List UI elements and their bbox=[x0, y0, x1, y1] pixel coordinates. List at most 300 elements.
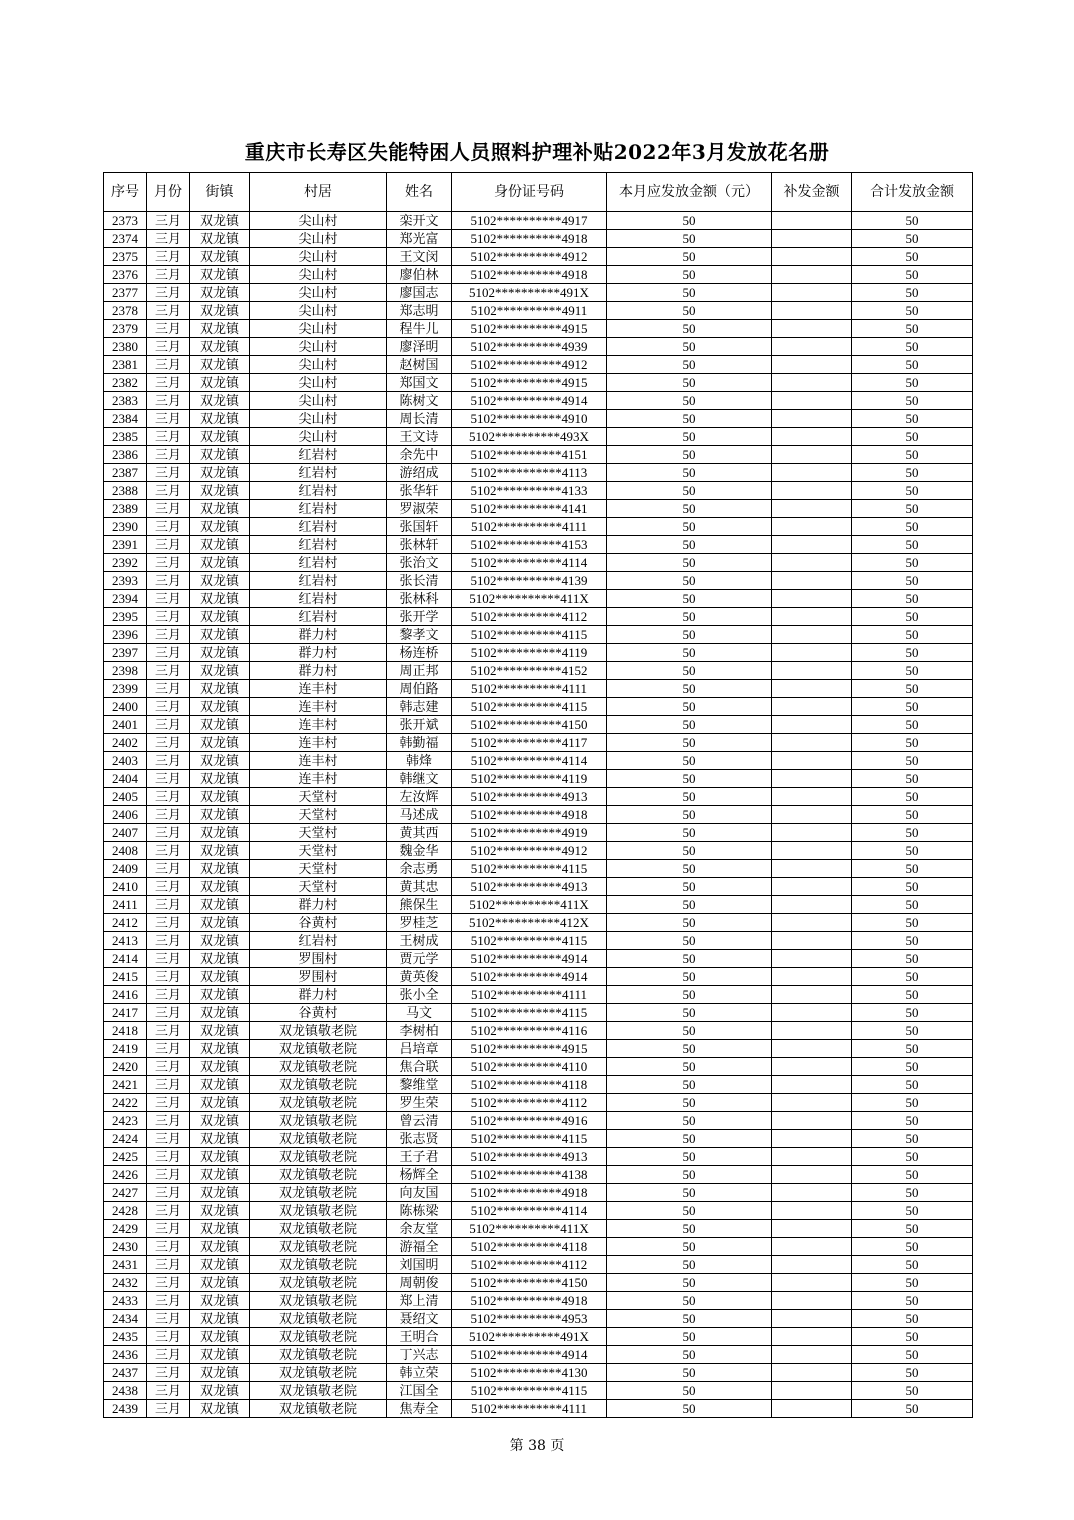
table-row bbox=[104, 1310, 973, 1328]
table-row bbox=[104, 482, 973, 500]
table-row bbox=[104, 788, 973, 806]
cell-name: 曾云清 bbox=[387, 1112, 452, 1130]
cell-village: 双龙镇敬老院 bbox=[250, 1220, 387, 1238]
cell-village: 尖山村 bbox=[250, 410, 387, 428]
cell-name: 张开斌 bbox=[387, 716, 452, 734]
table-row bbox=[104, 986, 973, 1004]
cell-back-pay bbox=[772, 734, 852, 752]
cell-id-number: 5102**********4912 bbox=[452, 842, 607, 860]
cell-village: 尖山村 bbox=[250, 230, 387, 248]
cell-id-number: 5102**********4912 bbox=[452, 248, 607, 266]
cell-village: 天堂村 bbox=[250, 842, 387, 860]
cell-back-pay bbox=[772, 1112, 852, 1130]
table-row bbox=[104, 770, 973, 788]
cell-id-number: 5102**********4916 bbox=[452, 1112, 607, 1130]
cell-name: 韩立荣 bbox=[387, 1364, 452, 1382]
cell-village: 尖山村 bbox=[250, 356, 387, 374]
cell-town: 双龙镇 bbox=[190, 500, 250, 518]
cell-town: 双龙镇 bbox=[190, 1040, 250, 1058]
cell-town: 双龙镇 bbox=[190, 986, 250, 1004]
cell-back-pay bbox=[772, 716, 852, 734]
table-row bbox=[104, 698, 973, 716]
cell-id-number: 5102**********4918 bbox=[452, 266, 607, 284]
table-row bbox=[104, 266, 973, 284]
cell-index: 2397 bbox=[104, 644, 147, 662]
cell-village: 双龙镇敬老院 bbox=[250, 1328, 387, 1346]
cell-name: 丁兴志 bbox=[387, 1346, 452, 1364]
cell-total-amount: 50 bbox=[852, 1166, 973, 1184]
cell-monthly-amount: 50 bbox=[607, 752, 772, 770]
cell-id-number: 5102**********4918 bbox=[452, 1184, 607, 1202]
table-row bbox=[104, 1382, 973, 1400]
table-row bbox=[104, 914, 973, 932]
table-row bbox=[104, 248, 973, 266]
cell-back-pay bbox=[772, 410, 852, 428]
cell-name: 熊保生 bbox=[387, 896, 452, 914]
cell-village: 天堂村 bbox=[250, 878, 387, 896]
cell-village: 群力村 bbox=[250, 626, 387, 644]
cell-village: 红岩村 bbox=[250, 590, 387, 608]
cell-month: 三月 bbox=[147, 518, 190, 536]
cell-index: 2387 bbox=[104, 464, 147, 482]
cell-name: 聂绍文 bbox=[387, 1310, 452, 1328]
cell-back-pay bbox=[772, 1328, 852, 1346]
cell-month: 三月 bbox=[147, 1238, 190, 1256]
cell-village: 双龙镇敬老院 bbox=[250, 1238, 387, 1256]
cell-village: 红岩村 bbox=[250, 464, 387, 482]
cell-back-pay bbox=[772, 644, 852, 662]
cell-month: 三月 bbox=[147, 410, 190, 428]
cell-name: 赵树国 bbox=[387, 356, 452, 374]
cell-village: 红岩村 bbox=[250, 536, 387, 554]
cell-back-pay bbox=[772, 1238, 852, 1256]
table-row bbox=[104, 356, 973, 374]
cell-month: 三月 bbox=[147, 482, 190, 500]
cell-back-pay bbox=[772, 1382, 852, 1400]
cell-total-amount: 50 bbox=[852, 1400, 973, 1418]
cell-back-pay bbox=[772, 1022, 852, 1040]
cell-total-amount: 50 bbox=[852, 842, 973, 860]
cell-month: 三月 bbox=[147, 1004, 190, 1022]
cell-village: 双龙镇敬老院 bbox=[250, 1184, 387, 1202]
cell-town: 双龙镇 bbox=[190, 626, 250, 644]
cell-town: 双龙镇 bbox=[190, 680, 250, 698]
table-row bbox=[104, 752, 973, 770]
cell-village: 双龙镇敬老院 bbox=[250, 1022, 387, 1040]
cell-month: 三月 bbox=[147, 1022, 190, 1040]
cell-village: 尖山村 bbox=[250, 392, 387, 410]
table-row bbox=[104, 590, 973, 608]
cell-town: 双龙镇 bbox=[190, 410, 250, 428]
table-row bbox=[104, 1112, 973, 1130]
cell-back-pay bbox=[772, 1094, 852, 1112]
cell-id-number: 5102**********4111 bbox=[452, 680, 607, 698]
cell-town: 双龙镇 bbox=[190, 788, 250, 806]
cell-back-pay bbox=[772, 1400, 852, 1418]
cell-town: 双龙镇 bbox=[190, 446, 250, 464]
cell-name: 罗桂芝 bbox=[387, 914, 452, 932]
table-row bbox=[104, 572, 973, 590]
cell-monthly-amount: 50 bbox=[607, 1238, 772, 1256]
cell-town: 双龙镇 bbox=[190, 1058, 250, 1076]
cell-id-number: 5102**********4113 bbox=[452, 464, 607, 482]
col-header-id-number: 身份证号码 bbox=[452, 173, 607, 212]
cell-index: 2393 bbox=[104, 572, 147, 590]
cell-total-amount: 50 bbox=[852, 770, 973, 788]
cell-id-number: 5102**********4112 bbox=[452, 1094, 607, 1112]
table-row bbox=[104, 464, 973, 482]
cell-town: 双龙镇 bbox=[190, 230, 250, 248]
table-row bbox=[104, 626, 973, 644]
cell-id-number: 5102**********4112 bbox=[452, 1256, 607, 1274]
cell-back-pay bbox=[772, 536, 852, 554]
table-row bbox=[104, 212, 973, 230]
cell-town: 双龙镇 bbox=[190, 1274, 250, 1292]
cell-name: 郑国文 bbox=[387, 374, 452, 392]
cell-index: 2373 bbox=[104, 212, 147, 230]
cell-town: 双龙镇 bbox=[190, 266, 250, 284]
cell-village: 群力村 bbox=[250, 644, 387, 662]
cell-index: 2425 bbox=[104, 1148, 147, 1166]
cell-month: 三月 bbox=[147, 1130, 190, 1148]
cell-month: 三月 bbox=[147, 824, 190, 842]
cell-monthly-amount: 50 bbox=[607, 1022, 772, 1040]
table-row bbox=[104, 410, 973, 428]
cell-total-amount: 50 bbox=[852, 1130, 973, 1148]
cell-index: 2379 bbox=[104, 320, 147, 338]
cell-name: 程牛儿 bbox=[387, 320, 452, 338]
cell-back-pay bbox=[772, 1148, 852, 1166]
cell-total-amount: 50 bbox=[852, 1328, 973, 1346]
cell-index: 2395 bbox=[104, 608, 147, 626]
table-row bbox=[104, 1184, 973, 1202]
cell-monthly-amount: 50 bbox=[607, 1004, 772, 1022]
cell-back-pay bbox=[772, 302, 852, 320]
cell-id-number: 5102**********4115 bbox=[452, 1130, 607, 1148]
cell-back-pay bbox=[772, 806, 852, 824]
cell-name: 张长清 bbox=[387, 572, 452, 590]
cell-index: 2439 bbox=[104, 1400, 147, 1418]
cell-index: 2378 bbox=[104, 302, 147, 320]
cell-village: 连丰村 bbox=[250, 734, 387, 752]
cell-monthly-amount: 50 bbox=[607, 644, 772, 662]
cell-index: 2437 bbox=[104, 1364, 147, 1382]
col-header-total-amount: 合计发放金额 bbox=[852, 173, 973, 212]
cell-town: 双龙镇 bbox=[190, 860, 250, 878]
cell-index: 2376 bbox=[104, 266, 147, 284]
cell-month: 三月 bbox=[147, 1364, 190, 1382]
cell-town: 双龙镇 bbox=[190, 644, 250, 662]
cell-month: 三月 bbox=[147, 842, 190, 860]
cell-monthly-amount: 50 bbox=[607, 1364, 772, 1382]
cell-index: 2422 bbox=[104, 1094, 147, 1112]
cell-id-number: 5102**********4111 bbox=[452, 986, 607, 1004]
cell-monthly-amount: 50 bbox=[607, 266, 772, 284]
cell-back-pay bbox=[772, 1004, 852, 1022]
cell-monthly-amount: 50 bbox=[607, 680, 772, 698]
roster-table bbox=[103, 172, 973, 1418]
cell-total-amount: 50 bbox=[852, 212, 973, 230]
cell-total-amount: 50 bbox=[852, 590, 973, 608]
cell-id-number: 5102**********4115 bbox=[452, 1004, 607, 1022]
cell-id-number: 5102**********4913 bbox=[452, 788, 607, 806]
cell-index: 2386 bbox=[104, 446, 147, 464]
cell-back-pay bbox=[772, 878, 852, 896]
cell-total-amount: 50 bbox=[852, 878, 973, 896]
cell-index: 2394 bbox=[104, 590, 147, 608]
cell-month: 三月 bbox=[147, 248, 190, 266]
cell-town: 双龙镇 bbox=[190, 1292, 250, 1310]
cell-total-amount: 50 bbox=[852, 284, 973, 302]
cell-month: 三月 bbox=[147, 950, 190, 968]
table-row bbox=[104, 302, 973, 320]
cell-monthly-amount: 50 bbox=[607, 464, 772, 482]
cell-id-number: 5102**********4150 bbox=[452, 716, 607, 734]
cell-total-amount: 50 bbox=[852, 1310, 973, 1328]
cell-month: 三月 bbox=[147, 1076, 190, 1094]
cell-index: 2432 bbox=[104, 1274, 147, 1292]
cell-month: 三月 bbox=[147, 500, 190, 518]
cell-total-amount: 50 bbox=[852, 626, 973, 644]
table-row bbox=[104, 734, 973, 752]
cell-back-pay bbox=[772, 1274, 852, 1292]
cell-village: 红岩村 bbox=[250, 572, 387, 590]
table-row bbox=[104, 428, 973, 446]
cell-id-number: 5102**********4117 bbox=[452, 734, 607, 752]
table-row bbox=[104, 806, 973, 824]
cell-monthly-amount: 50 bbox=[607, 374, 772, 392]
cell-village: 双龙镇敬老院 bbox=[250, 1040, 387, 1058]
cell-town: 双龙镇 bbox=[190, 356, 250, 374]
cell-monthly-amount: 50 bbox=[607, 968, 772, 986]
cell-monthly-amount: 50 bbox=[607, 1076, 772, 1094]
table-row bbox=[104, 932, 973, 950]
table-row bbox=[104, 1238, 973, 1256]
cell-index: 2380 bbox=[104, 338, 147, 356]
cell-town: 双龙镇 bbox=[190, 770, 250, 788]
cell-village: 双龙镇敬老院 bbox=[250, 1058, 387, 1076]
cell-town: 双龙镇 bbox=[190, 878, 250, 896]
page-title: 重庆市长寿区失能特困人员照料护理补贴2022年3月发放花名册 bbox=[244, 140, 830, 164]
cell-monthly-amount: 50 bbox=[607, 302, 772, 320]
cell-id-number: 5102**********411X bbox=[452, 590, 607, 608]
cell-village: 天堂村 bbox=[250, 860, 387, 878]
cell-back-pay bbox=[772, 356, 852, 374]
roster-body bbox=[104, 212, 973, 1418]
cell-month: 三月 bbox=[147, 932, 190, 950]
cell-id-number: 5102**********4913 bbox=[452, 1148, 607, 1166]
cell-town: 双龙镇 bbox=[190, 284, 250, 302]
cell-name: 周长清 bbox=[387, 410, 452, 428]
cell-index: 2388 bbox=[104, 482, 147, 500]
cell-monthly-amount: 50 bbox=[607, 536, 772, 554]
cell-index: 2377 bbox=[104, 284, 147, 302]
cell-index: 2411 bbox=[104, 896, 147, 914]
table-row bbox=[104, 230, 973, 248]
cell-name: 焦寿全 bbox=[387, 1400, 452, 1418]
cell-month: 三月 bbox=[147, 626, 190, 644]
table-row bbox=[104, 1346, 973, 1364]
cell-index: 2384 bbox=[104, 410, 147, 428]
cell-town: 双龙镇 bbox=[190, 1076, 250, 1094]
cell-index: 2403 bbox=[104, 752, 147, 770]
cell-total-amount: 50 bbox=[852, 410, 973, 428]
cell-village: 尖山村 bbox=[250, 374, 387, 392]
table-row bbox=[104, 1202, 973, 1220]
cell-id-number: 5102**********4110 bbox=[452, 1058, 607, 1076]
cell-name: 张华轩 bbox=[387, 482, 452, 500]
cell-back-pay bbox=[772, 752, 852, 770]
cell-id-number: 5102**********4115 bbox=[452, 626, 607, 644]
cell-back-pay bbox=[772, 698, 852, 716]
cell-month: 三月 bbox=[147, 662, 190, 680]
cell-id-number: 5102**********4119 bbox=[452, 770, 607, 788]
cell-town: 双龙镇 bbox=[190, 1256, 250, 1274]
cell-name: 贾元学 bbox=[387, 950, 452, 968]
cell-month: 三月 bbox=[147, 1382, 190, 1400]
cell-monthly-amount: 50 bbox=[607, 1382, 772, 1400]
cell-monthly-amount: 50 bbox=[607, 1184, 772, 1202]
table-row bbox=[104, 284, 973, 302]
cell-village: 群力村 bbox=[250, 896, 387, 914]
cell-name: 向友国 bbox=[387, 1184, 452, 1202]
cell-village: 连丰村 bbox=[250, 752, 387, 770]
cell-back-pay bbox=[772, 1202, 852, 1220]
cell-id-number: 5102**********4111 bbox=[452, 1400, 607, 1418]
cell-id-number: 5102**********4915 bbox=[452, 1040, 607, 1058]
cell-total-amount: 50 bbox=[852, 752, 973, 770]
cell-name: 罗淑荣 bbox=[387, 500, 452, 518]
cell-index: 2423 bbox=[104, 1112, 147, 1130]
cell-village: 天堂村 bbox=[250, 788, 387, 806]
table-row bbox=[104, 1148, 973, 1166]
cell-total-amount: 50 bbox=[852, 824, 973, 842]
cell-month: 三月 bbox=[147, 1058, 190, 1076]
cell-monthly-amount: 50 bbox=[607, 1040, 772, 1058]
cell-name: 张开学 bbox=[387, 608, 452, 626]
cell-village: 罗围村 bbox=[250, 968, 387, 986]
cell-village: 双龙镇敬老院 bbox=[250, 1094, 387, 1112]
cell-month: 三月 bbox=[147, 860, 190, 878]
cell-index: 2427 bbox=[104, 1184, 147, 1202]
cell-monthly-amount: 50 bbox=[607, 1328, 772, 1346]
table-row bbox=[104, 1022, 973, 1040]
cell-monthly-amount: 50 bbox=[607, 662, 772, 680]
cell-name: 杨辉全 bbox=[387, 1166, 452, 1184]
cell-name: 罗生荣 bbox=[387, 1094, 452, 1112]
cell-index: 2414 bbox=[104, 950, 147, 968]
table-row bbox=[104, 1166, 973, 1184]
cell-total-amount: 50 bbox=[852, 392, 973, 410]
cell-id-number: 5102**********4114 bbox=[452, 1202, 607, 1220]
cell-back-pay bbox=[772, 662, 852, 680]
cell-back-pay bbox=[772, 572, 852, 590]
cell-total-amount: 50 bbox=[852, 788, 973, 806]
table-row bbox=[104, 1400, 973, 1418]
cell-back-pay bbox=[772, 842, 852, 860]
col-header-village: 村居 bbox=[250, 173, 387, 212]
cell-back-pay bbox=[772, 824, 852, 842]
cell-index: 2408 bbox=[104, 842, 147, 860]
cell-total-amount: 50 bbox=[852, 986, 973, 1004]
cell-id-number: 5102**********4918 bbox=[452, 230, 607, 248]
cell-month: 三月 bbox=[147, 1040, 190, 1058]
cell-monthly-amount: 50 bbox=[607, 518, 772, 536]
table-row bbox=[104, 608, 973, 626]
cell-index: 2410 bbox=[104, 878, 147, 896]
table-row bbox=[104, 878, 973, 896]
cell-town: 双龙镇 bbox=[190, 572, 250, 590]
cell-id-number: 5102**********4151 bbox=[452, 446, 607, 464]
cell-monthly-amount: 50 bbox=[607, 986, 772, 1004]
cell-month: 三月 bbox=[147, 1148, 190, 1166]
table-row bbox=[104, 536, 973, 554]
cell-name: 江国全 bbox=[387, 1382, 452, 1400]
cell-village: 尖山村 bbox=[250, 266, 387, 284]
cell-back-pay bbox=[772, 1040, 852, 1058]
cell-id-number: 5102**********491X bbox=[452, 1328, 607, 1346]
cell-name: 黄其西 bbox=[387, 824, 452, 842]
col-header-name: 姓名 bbox=[387, 173, 452, 212]
cell-monthly-amount: 50 bbox=[607, 1256, 772, 1274]
cell-back-pay bbox=[772, 374, 852, 392]
table-row bbox=[104, 392, 973, 410]
cell-name: 杨连桥 bbox=[387, 644, 452, 662]
cell-village: 红岩村 bbox=[250, 500, 387, 518]
cell-town: 双龙镇 bbox=[190, 428, 250, 446]
cell-name: 张治文 bbox=[387, 554, 452, 572]
cell-total-amount: 50 bbox=[852, 1238, 973, 1256]
cell-month: 三月 bbox=[147, 374, 190, 392]
cell-total-amount: 50 bbox=[852, 968, 973, 986]
cell-monthly-amount: 50 bbox=[607, 1292, 772, 1310]
cell-village: 尖山村 bbox=[250, 284, 387, 302]
cell-month: 三月 bbox=[147, 1292, 190, 1310]
cell-index: 2421 bbox=[104, 1076, 147, 1094]
cell-month: 三月 bbox=[147, 770, 190, 788]
cell-total-amount: 50 bbox=[852, 338, 973, 356]
cell-monthly-amount: 50 bbox=[607, 392, 772, 410]
cell-village: 尖山村 bbox=[250, 320, 387, 338]
cell-back-pay bbox=[772, 1058, 852, 1076]
cell-total-amount: 50 bbox=[852, 1058, 973, 1076]
cell-month: 三月 bbox=[147, 680, 190, 698]
cell-total-amount: 50 bbox=[852, 1004, 973, 1022]
cell-index: 2428 bbox=[104, 1202, 147, 1220]
cell-town: 双龙镇 bbox=[190, 968, 250, 986]
cell-month: 三月 bbox=[147, 320, 190, 338]
cell-month: 三月 bbox=[147, 590, 190, 608]
cell-index: 2383 bbox=[104, 392, 147, 410]
cell-village: 尖山村 bbox=[250, 302, 387, 320]
cell-back-pay bbox=[772, 770, 852, 788]
cell-village: 连丰村 bbox=[250, 716, 387, 734]
table-row bbox=[104, 968, 973, 986]
cell-total-amount: 50 bbox=[852, 734, 973, 752]
cell-village: 天堂村 bbox=[250, 806, 387, 824]
cell-town: 双龙镇 bbox=[190, 716, 250, 734]
cell-id-number: 5102**********4918 bbox=[452, 1292, 607, 1310]
cell-month: 三月 bbox=[147, 446, 190, 464]
cell-month: 三月 bbox=[147, 644, 190, 662]
cell-town: 双龙镇 bbox=[190, 1364, 250, 1382]
cell-month: 三月 bbox=[147, 536, 190, 554]
table-row bbox=[104, 1274, 973, 1292]
cell-id-number: 5102**********4953 bbox=[452, 1310, 607, 1328]
cell-town: 双龙镇 bbox=[190, 518, 250, 536]
cell-village: 双龙镇敬老院 bbox=[250, 1364, 387, 1382]
cell-index: 2429 bbox=[104, 1220, 147, 1238]
